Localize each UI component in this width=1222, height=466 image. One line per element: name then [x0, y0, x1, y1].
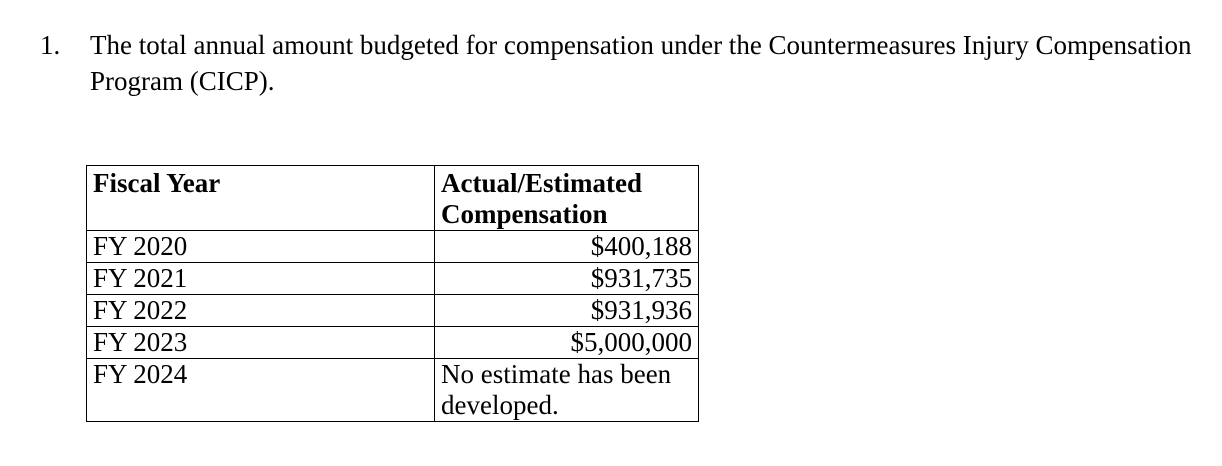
table-row: [87, 295, 699, 327]
table-row: [87, 231, 699, 263]
fiscal-year-cell: FY 2020: [87, 231, 435, 263]
fiscal-year-cell: FY 2023: [87, 327, 435, 359]
table-header-row: [87, 166, 699, 231]
item-text: The total annual amount budgeted for compensation under the Countermeasures Injury Compensation Program (CICP).: [90, 30, 1192, 96]
list-item-1: [40, 27, 1200, 99]
table-row: [87, 263, 699, 295]
table-row: [87, 327, 699, 359]
fiscal-year-cell: FY 2021: [87, 263, 435, 295]
compensation-cell: No estimate has been developed.: [435, 359, 699, 422]
item-number: 1.: [40, 30, 61, 60]
fiscal-year-cell: FY 2022: [87, 295, 435, 327]
fiscal-year-cell: FY 2024: [87, 359, 435, 422]
compensation-cell: $931,936: [435, 295, 699, 327]
compensation-cell: $5,000,000: [435, 327, 699, 359]
column-header-compensation: Actual/Estimated Compensation: [435, 166, 699, 231]
compensation-cell: $931,735: [435, 263, 699, 295]
compensation-table: [86, 165, 699, 422]
table-row: [87, 359, 699, 422]
column-header-fiscal-year: Fiscal Year: [87, 166, 435, 231]
compensation-cell: $400,188: [435, 231, 699, 263]
